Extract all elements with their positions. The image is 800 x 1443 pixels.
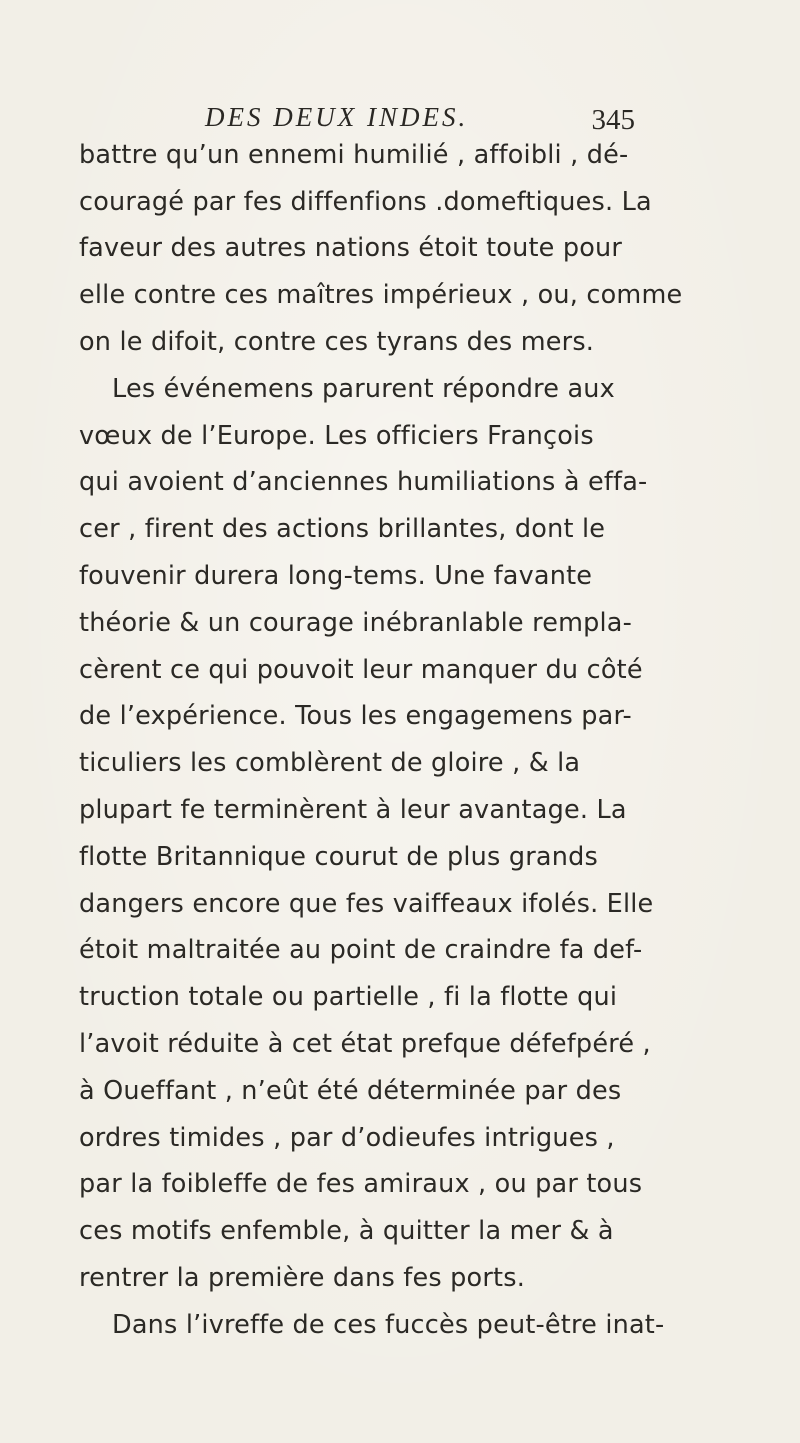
text-line: rentrer la première dans fes ports. — [79, 1263, 526, 1293]
text-line: ticuliers les comblèrent de gloire , & la — [79, 748, 581, 778]
text-line: cèrent ce qui pouvoit leur manquer du côté — [79, 655, 643, 685]
text-line: fouvenir durera long-tems. Une favante — [79, 561, 593, 591]
text-line: théorie & un courage inébranlable rempla- — [79, 608, 633, 638]
text-line: flotte Britannique courut de plus grands — [79, 842, 598, 872]
text-line: dangers encore que fes vaiffeaux ifolés. Elle — [79, 889, 654, 919]
text-line: truction totale ou partielle , fi la flotte qui — [79, 982, 618, 1012]
text-line: Les événemens parurent répondre aux — [112, 374, 615, 404]
text-line: elle contre ces maîtres impérieux , ou, comme — [79, 280, 683, 310]
text-line: couragé par fes diffenfions .domeftiques. La — [79, 187, 652, 217]
text-line: cer , firent des actions brillantes, dont le — [79, 514, 606, 544]
text-line: à Oueffant , n’eût été déterminée par des — [79, 1076, 622, 1106]
text-line: Dans l’ivreffe de ces fuccès peut-être inat- — [112, 1310, 665, 1340]
text-line: l’avoit réduite à cet état prefque défefpéré , — [79, 1029, 651, 1059]
text-line: de l’expérience. Tous les engagemens par- — [79, 701, 632, 731]
text-line: par la foibleffe de fes amiraux , ou par tous — [79, 1169, 643, 1199]
text-line: vœux de l’Europe. Les officiers François — [79, 421, 594, 451]
page-header — [205, 102, 635, 142]
text-line: ordres timides , par d’odieufes intrigues , — [79, 1123, 615, 1153]
page-number: 345 — [591, 104, 635, 136]
text-line: plupart fe terminèrent à leur avantage. La — [79, 795, 627, 825]
text-line: faveur des autres nations étoit toute pour — [79, 233, 623, 263]
running-head: DES DEUX INDES. — [205, 102, 469, 132]
text-line: étoit maltraitée au point de craindre fa def- — [79, 935, 643, 965]
text-line: on le difoit, contre ces tyrans des mers. — [79, 327, 595, 357]
text-line: qui avoient d’anciennes humiliations à effa- — [79, 467, 648, 497]
text-line: battre qu’un ennemi humilié , affoibli , dé- — [79, 140, 629, 170]
text-line: ces motifs enfemble, à quitter la mer & à — [79, 1216, 614, 1246]
